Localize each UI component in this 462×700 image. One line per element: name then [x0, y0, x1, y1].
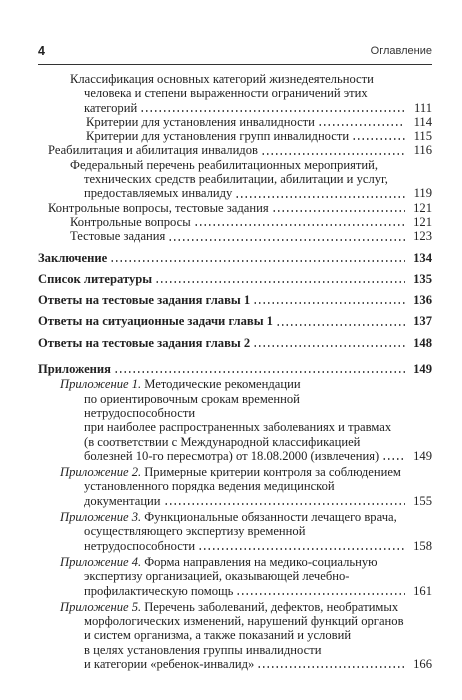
- dot-leader: [272, 210, 405, 212]
- toc-entry-line: [38, 314, 408, 328]
- toc-entry-line: [70, 215, 408, 229]
- toc-entry-text: Приложения: [38, 362, 111, 377]
- toc-entry[interactable]: [38, 600, 432, 671]
- toc-entry-text: Ответы на тестовые задания главы 1: [38, 293, 251, 308]
- toc-entry-line: [60, 524, 408, 538]
- toc-entry-text: предоставляемых инвалиду: [84, 186, 233, 201]
- toc-entry-text: Ответы на ситуационные задачи главы 1: [38, 314, 273, 329]
- toc-entry-text: Тестовые задания: [70, 229, 166, 244]
- toc-entry-line: [60, 435, 408, 449]
- dot-leader: [110, 260, 405, 262]
- dot-leader: [164, 503, 405, 505]
- toc-entry[interactable]: [38, 72, 432, 115]
- toc-page-number: 158: [413, 538, 432, 553]
- toc-entry[interactable]: [38, 143, 432, 157]
- toc-page-number: 149: [413, 362, 432, 377]
- appendix-label: Приложение 2.: [60, 465, 142, 480]
- toc-page-number: 149: [413, 448, 432, 463]
- appendix-label: Приложение 1.: [60, 377, 142, 392]
- toc-entry-line: [38, 362, 408, 376]
- toc-entry[interactable]: [38, 465, 432, 508]
- dot-leader: [114, 371, 405, 373]
- dot-leader: [261, 153, 405, 155]
- toc-entry[interactable]: [38, 129, 432, 143]
- toc-entry-text: Ответы на тестовые задания главы 2: [38, 335, 251, 350]
- dot-leader: [257, 666, 405, 668]
- toc-entry-line: [48, 201, 408, 215]
- toc-page-number: 134: [413, 250, 432, 265]
- toc-entry-line: [60, 600, 408, 614]
- toc-entry[interactable]: [38, 314, 432, 328]
- dot-leader: [318, 124, 405, 126]
- dot-leader: [140, 110, 405, 112]
- toc-entry-line: [60, 449, 408, 463]
- toc-entry-text: Перечень заболеваний, дефектов, необратимых: [144, 599, 399, 614]
- toc-entry-line: [60, 494, 408, 508]
- toc-entry-text: Реабилитация и абилитация инвалидов: [48, 143, 258, 158]
- toc-entry-line: [48, 143, 408, 157]
- toc-entry-line: [38, 336, 408, 350]
- toc-entry-line: [70, 229, 408, 243]
- toc-entry-line: [60, 569, 408, 583]
- appendix-label: Приложение 5.: [60, 599, 142, 614]
- toc-entry-text: Классификация основных категорий жизнедеятельности: [70, 72, 374, 86]
- toc-entry[interactable]: [38, 510, 432, 553]
- toc-entry-line: [60, 510, 408, 524]
- toc-entry-line: [38, 272, 408, 286]
- toc-page-number: 155: [413, 493, 432, 508]
- toc-entry-text: человека и степени выраженности ограничений этих: [84, 86, 368, 101]
- toc-page-number: 114: [413, 114, 432, 129]
- toc-entry-line: [70, 86, 408, 100]
- toc-page-number: 166: [413, 656, 432, 671]
- toc-entry-text: по ориентировочным срокам временной нетрудоспособности: [84, 391, 300, 420]
- toc-page-number: 148: [413, 335, 432, 350]
- toc-entry-line: [60, 392, 408, 421]
- appendix-label: Приложение 4.: [60, 554, 142, 569]
- toc-entry-line: [70, 186, 408, 200]
- page-header: [38, 42, 432, 65]
- toc-page-number: 115: [413, 129, 432, 144]
- toc-entry-text: Список литературы: [38, 271, 153, 286]
- toc-entry-line: [60, 628, 408, 642]
- toc-entry-line: [60, 377, 408, 391]
- toc-entry-line: [70, 172, 408, 186]
- toc-page-number: 121: [413, 214, 432, 229]
- toc-entry-text: экспертизу организацией, оказывающей лечебно-: [84, 569, 350, 584]
- toc-entry-text: Критерии для установления инвалидности: [86, 114, 315, 129]
- toc-entry-line: [70, 72, 408, 86]
- toc-entry-text: Федеральный перечень реабилитационных мероприятий,: [70, 157, 379, 172]
- toc-entry-text: Заключение: [38, 250, 108, 265]
- dot-leader: [253, 345, 405, 347]
- toc-page-number: 119: [413, 186, 432, 201]
- dot-leader: [168, 239, 405, 241]
- toc-entry-text: осуществляющего экспертизу временной: [84, 524, 306, 539]
- toc-entry[interactable]: [38, 377, 432, 463]
- toc-entry-line: [70, 158, 408, 172]
- toc-entry-line: [60, 465, 408, 479]
- toc-entry-line: [70, 101, 408, 115]
- toc-entry-line: [60, 614, 408, 628]
- toc-entry-line: [86, 129, 408, 143]
- toc-entry-text: болезней 10-го пересмотра) от 18.08.2000 (извлечения): [84, 448, 380, 463]
- toc-entry-line: [60, 539, 408, 553]
- toc-entry-line: [60, 420, 408, 434]
- toc-entry-text: и категории «ребенок-инвалид»: [84, 656, 255, 671]
- toc-entry[interactable]: [38, 215, 432, 229]
- toc-entry[interactable]: [38, 272, 432, 286]
- toc-entry[interactable]: [38, 158, 432, 201]
- toc-entry-line: [60, 555, 408, 569]
- table-of-contents: [38, 72, 432, 671]
- toc-entry[interactable]: [38, 336, 432, 350]
- toc-entry-text: категорий: [84, 100, 138, 115]
- toc-entry-text: (в соответствии с Международной классификацией: [84, 434, 361, 449]
- toc-entry-text: Примерные критерии контроля за соблюдением: [144, 465, 401, 480]
- dot-leader: [155, 281, 405, 283]
- toc-entry-text: при наиболее распространенных заболеваниях и травмах: [84, 420, 392, 435]
- dot-leader: [253, 302, 405, 304]
- toc-entry[interactable]: [38, 115, 432, 129]
- toc-entry-text: Форма направления на медико-социальную: [144, 554, 378, 569]
- toc-entry-text: Критерии для установления групп инвалидности: [86, 129, 350, 144]
- toc-entry-text: Контрольные вопросы, тестовые задания: [48, 200, 269, 215]
- toc-entry-line: [60, 657, 408, 671]
- toc-entry-line: [86, 115, 408, 129]
- toc-entry[interactable]: [38, 293, 432, 307]
- toc-entry-text: технических средств реабилитации, абилитации и услуг,: [84, 172, 388, 187]
- toc-page-number: 123: [413, 229, 432, 244]
- toc-entry[interactable]: [38, 555, 432, 598]
- page-number: 4: [38, 44, 45, 58]
- toc-entry-text: документации: [84, 493, 161, 508]
- toc-entry[interactable]: [38, 362, 432, 376]
- toc-entry-line: [38, 251, 408, 265]
- running-section-title: Оглавление: [370, 45, 432, 57]
- toc-entry-text: и систем организма, а также показаний и условий: [84, 628, 352, 643]
- toc-entry-text: морфологических изменений, нарушений функций органов: [84, 614, 404, 629]
- dot-leader: [382, 458, 405, 460]
- toc-page-number: 161: [413, 583, 432, 598]
- dot-leader: [198, 548, 405, 550]
- toc-entry-line: [38, 293, 408, 307]
- toc-page-number: 116: [413, 143, 432, 158]
- toc-entry[interactable]: [38, 201, 432, 215]
- appendix-label: Приложение 3.: [60, 510, 142, 525]
- toc-entry[interactable]: [38, 229, 432, 243]
- toc-entry-text: Контрольные вопросы: [70, 214, 191, 229]
- toc-page-number: 137: [413, 314, 432, 329]
- toc-page-number: 135: [413, 271, 432, 286]
- toc-entry-line: [60, 643, 408, 657]
- dot-leader: [235, 196, 405, 198]
- toc-entry-text: в целях установления группы инвалидности: [84, 642, 322, 657]
- toc-entry-line: [60, 584, 408, 598]
- dot-leader: [276, 324, 405, 326]
- dot-leader: [194, 224, 405, 226]
- toc-entry-line: [60, 479, 408, 493]
- toc-entry-text: Функциональные обязанности лечащего врача,: [144, 510, 397, 525]
- dot-leader: [352, 138, 405, 140]
- toc-entry-text: установленного порядка ведения медицинской: [84, 479, 335, 494]
- toc-page-number: 136: [413, 293, 432, 308]
- toc-page-number: 111: [414, 100, 432, 115]
- toc-entry-text: нетрудоспособности: [84, 538, 196, 553]
- toc-entry[interactable]: [38, 251, 432, 265]
- toc-entry-text: профилактическую помощь: [84, 583, 234, 598]
- dot-leader: [236, 593, 405, 595]
- toc-page-number: 121: [413, 200, 432, 215]
- toc-entry-text: Методические рекомендации: [144, 377, 301, 392]
